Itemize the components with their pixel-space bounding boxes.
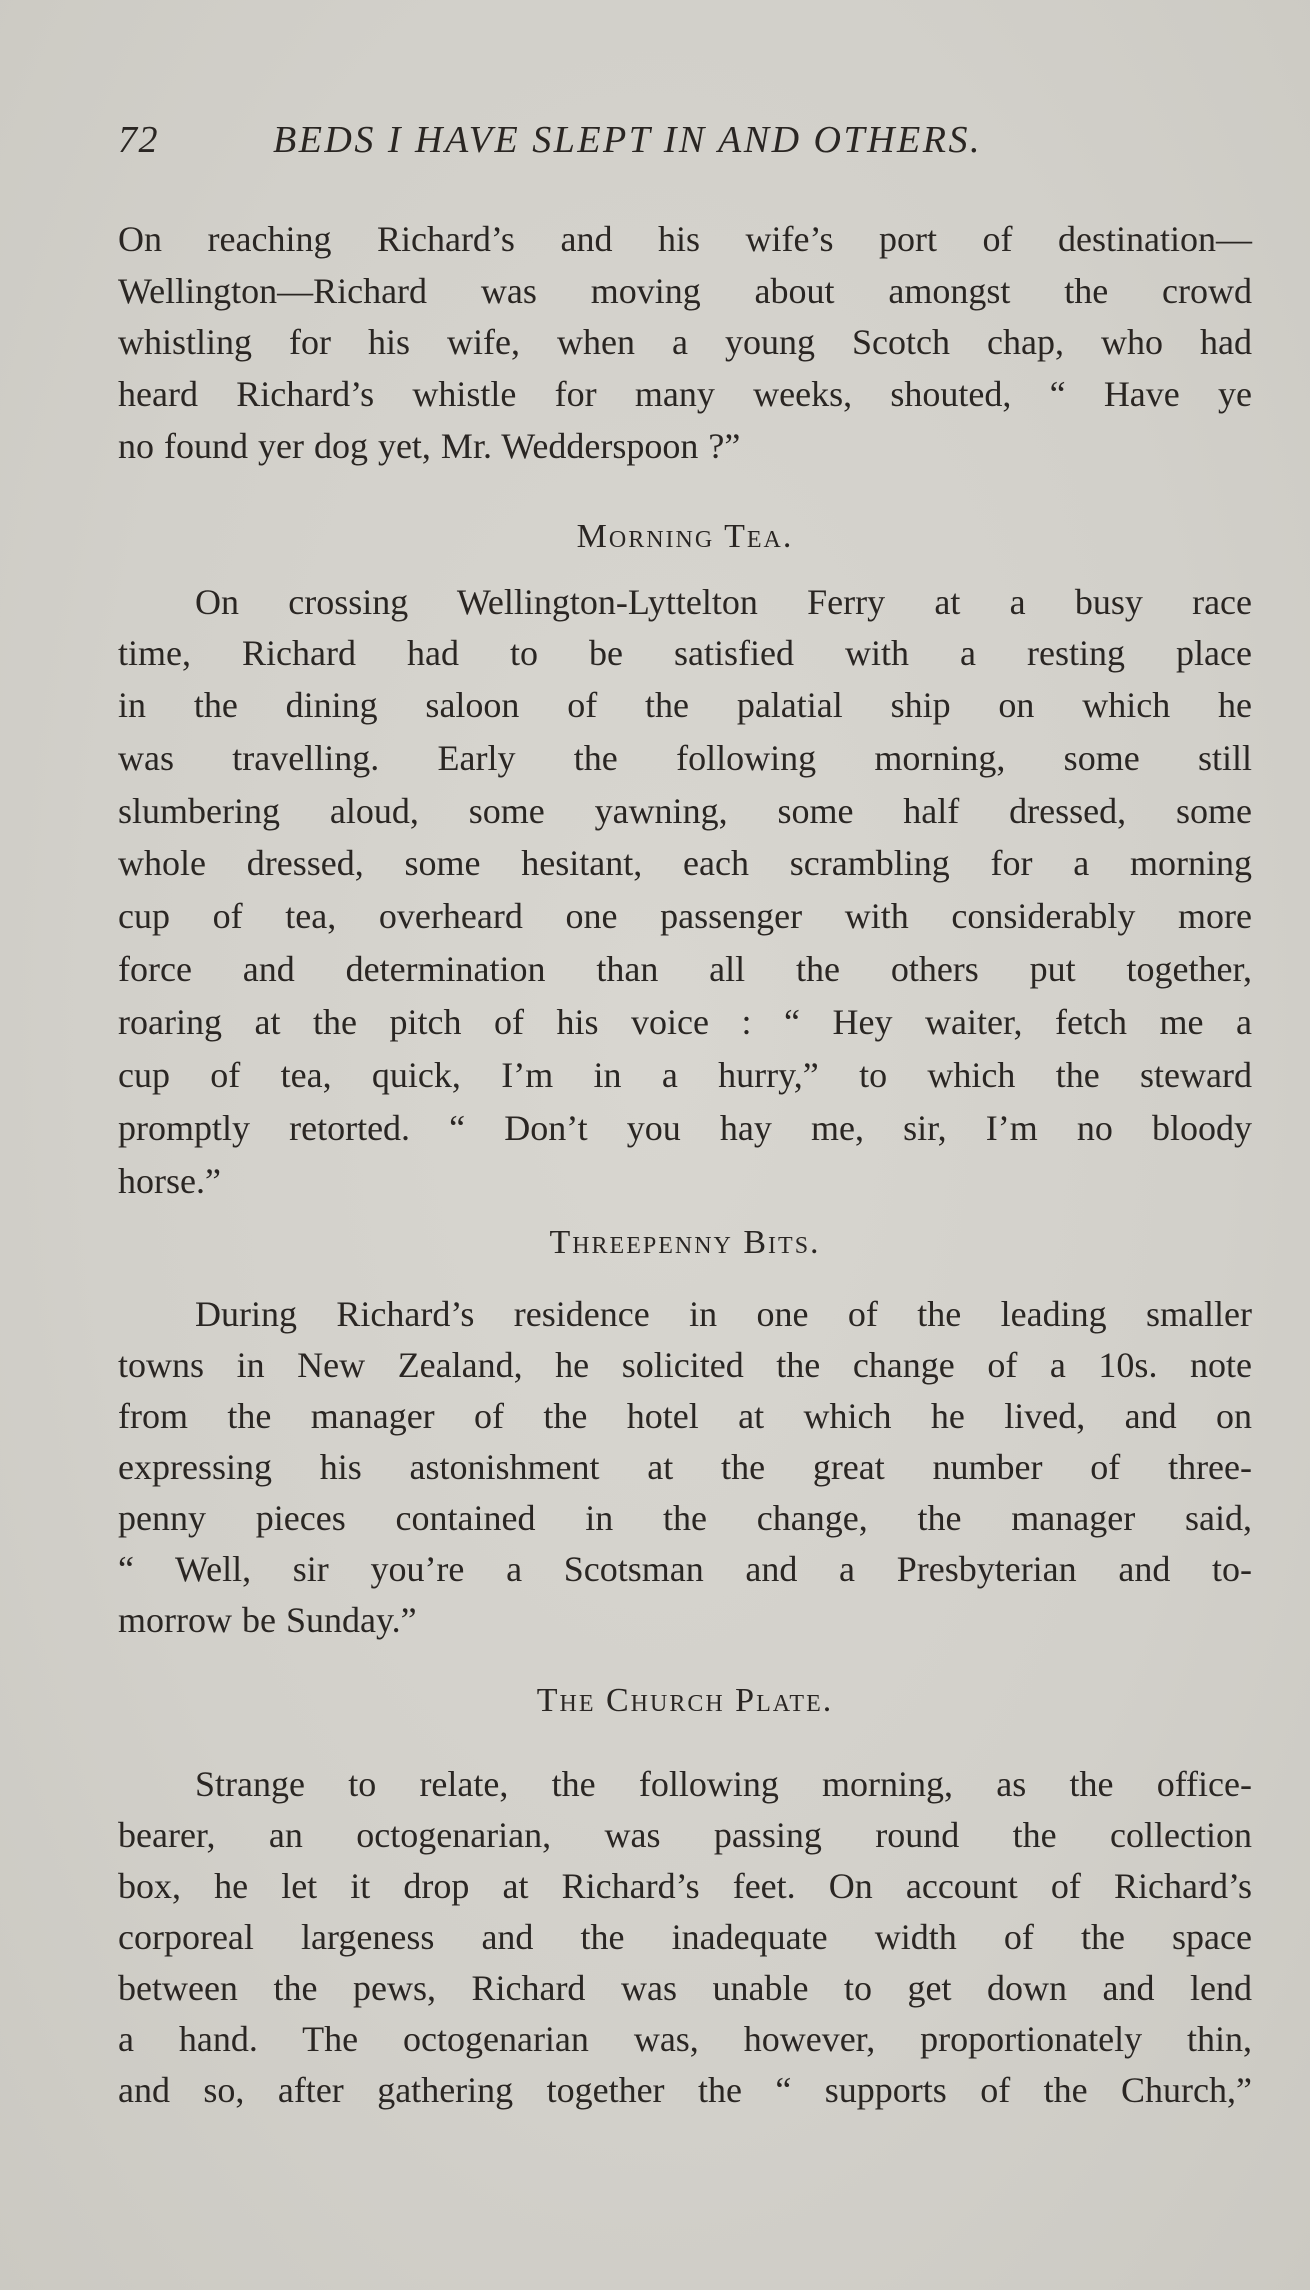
- paragraph-line: cup of tea, overheard one passenger with considerably more: [118, 896, 1252, 936]
- paragraph-line: cup of tea, quick, I’m in a hurry,” to which the steward: [118, 1055, 1252, 1095]
- paragraph-line: expressing his astonishment at the great number of three-: [118, 1447, 1252, 1487]
- paragraph-line: time, Richard had to be satisfied with a resting place: [118, 633, 1252, 673]
- paragraph-line: roaring at the pitch of his voice : “ Hey waiter, fetch me a: [118, 1002, 1252, 1042]
- paragraph-line: no found yer dog yet, Mr. Wedderspoon ?”: [118, 426, 741, 466]
- paragraph-line: Wellington—Richard was moving about amongst the crowd: [118, 271, 1252, 311]
- paragraph-line: Strange to relate, the following morning, as the office-: [195, 1764, 1252, 1804]
- section-heading-church-plate: The Church Plate.: [536, 1682, 834, 1719]
- paragraph-line: bearer, an octogenarian, was passing round the collection: [118, 1815, 1252, 1855]
- paragraph-line: towns in New Zealand, he solicited the change of a 10s. note: [118, 1345, 1252, 1385]
- paragraph-line: heard Richard’s whistle for many weeks, shouted, “ Have ye: [118, 374, 1252, 414]
- paragraph-line: On crossing Wellington-Lyttelton Ferry at a busy race: [195, 582, 1252, 622]
- section-heading-threepenny-bits: Threepenny Bits.: [549, 1224, 821, 1261]
- paragraph-line: whole dressed, some hesitant, each scrambling for a morning: [118, 843, 1252, 883]
- paragraph-line: “ Well, sir you’re a Scotsman and a Presbyterian and to-: [118, 1549, 1252, 1589]
- book-title: BEDS I HAVE SLEPT IN AND OTHERS.: [273, 119, 982, 161]
- paragraph-line: box, he let it drop at Richard’s feet. On account of Richard’s: [118, 1866, 1252, 1906]
- paragraph-line: morrow be Sunday.”: [118, 1600, 417, 1640]
- paragraph-line: penny pieces contained in the change, the manager said,: [118, 1498, 1252, 1538]
- paragraph-line: between the pews, Richard was unable to get down and lend: [118, 1968, 1252, 2008]
- paragraph-line: was travelling. Early the following morning, some still: [118, 738, 1252, 778]
- paragraph-line: During Richard’s residence in one of the leading smaller: [195, 1294, 1252, 1334]
- page-number: 72: [118, 119, 159, 161]
- paragraph-line: a hand. The octogenarian was, however, proportionately thin,: [118, 2019, 1252, 2059]
- paragraph-line: force and determination than all the others put together,: [118, 949, 1252, 989]
- paragraph-line: corporeal largeness and the inadequate width of the space: [118, 1917, 1252, 1957]
- paragraph-line: slumbering aloud, some yawning, some half dressed, some: [118, 791, 1252, 831]
- paragraph-line: promptly retorted. “ Don’t you hay me, sir, I’m no bloody: [118, 1108, 1252, 1148]
- paragraph-line: and so, after gathering together the “ supports of the Church,”: [118, 2070, 1252, 2110]
- running-head: [118, 118, 1118, 168]
- paragraph-line: from the manager of the hotel at which he lived, and on: [118, 1396, 1252, 1436]
- paragraph-line: horse.”: [118, 1161, 221, 1201]
- paragraph-line: On reaching Richard’s and his wife’s port of destination—: [118, 219, 1252, 259]
- paragraph-line: in the dining saloon of the palatial ship on which he: [118, 685, 1252, 725]
- paragraph-line: whistling for his wife, when a young Scotch chap, who had: [118, 322, 1252, 362]
- section-heading-morning-tea: Morning Tea.: [576, 518, 794, 555]
